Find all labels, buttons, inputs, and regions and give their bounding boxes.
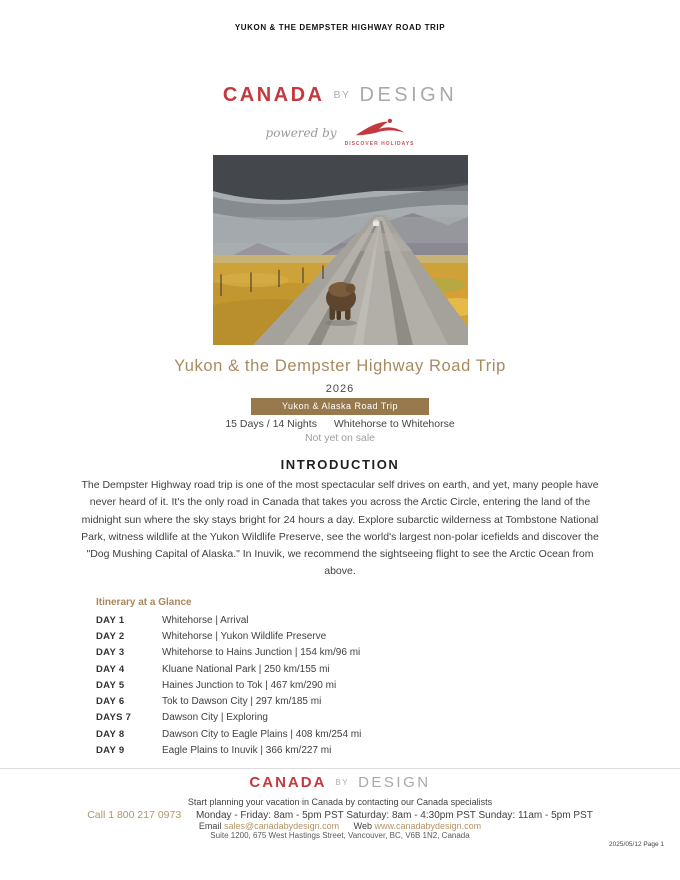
email-link[interactable]: sales@canadabydesign.com (223, 821, 340, 831)
email-label: Email (198, 821, 222, 831)
trip-duration: 15 Days / 14 Nights (225, 418, 317, 430)
hero-photo-bear-on-dempster-highway (213, 155, 468, 345)
footer-contact-line (0, 821, 680, 831)
logo-word-canada: CANADA (222, 84, 325, 106)
logo-word-by: BY (335, 778, 350, 787)
day-label: DAY 4 (96, 663, 125, 675)
itinerary-row (96, 612, 361, 628)
trip-meta (0, 418, 680, 430)
day-description: Whitehorse to Hains Junction | 154 km/96 mi (162, 647, 361, 659)
day-label: DAY 6 (96, 696, 125, 708)
itinerary-row (96, 726, 361, 742)
trip-title: Yukon & the Dempster Highway Road Trip (174, 357, 506, 375)
badge-row (0, 396, 680, 415)
powered-by-block (0, 118, 680, 147)
logo-word-by: BY (333, 89, 351, 101)
trip-category-badge: Yukon & Alaska Road Trip (251, 398, 429, 415)
itinerary-table (96, 612, 361, 759)
trip-route: Whitehorse to Whitehorse (333, 418, 455, 430)
document-header-title: YUKON & THE DEMPSTER HIGHWAY ROAD TRIP (234, 23, 446, 32)
trip-year: 2026 (325, 383, 355, 395)
logo-word-canada: CANADA (249, 774, 327, 791)
footer-canada-by-design-logo (0, 774, 680, 791)
day-label: DAY 3 (96, 647, 125, 659)
day-description: Haines Junction to Tok | 467 km/290 mi (162, 679, 337, 691)
day-label: DAY 9 (96, 745, 125, 757)
website-link[interactable]: www.canadabydesign.com (374, 821, 482, 831)
itinerary-row (96, 693, 361, 709)
footer-tagline: Start planning your vacation in Canada by contacting our Canada specialists (187, 797, 493, 807)
powered-by-label: powered by (265, 126, 337, 140)
logo-word-design: DESIGN (359, 84, 458, 106)
footer-call-line (0, 809, 680, 821)
page-info: 2025/05/12 Page 1 (609, 841, 664, 848)
logo-word-design: DESIGN (358, 774, 431, 791)
day-label: DAYS 7 (96, 712, 132, 724)
footer-address: Suite 1200, 675 West Hastings Street, Vancouver, BC, V6B 1N2, Canada (210, 831, 470, 840)
phone-number: Call 1 800 217 0973 (87, 809, 182, 821)
day-label: DAY 2 (96, 630, 125, 642)
footer-divider (0, 768, 680, 769)
introduction-heading: INTRODUCTION (280, 457, 400, 472)
day-description: Eagle Plains to Inuvik | 366 km/227 mi (162, 745, 332, 757)
discover-holidays-label: DISCOVER HOLIDAYS (344, 141, 415, 147)
day-description: Dawson City | Exploring (162, 712, 268, 724)
itinerary-row (96, 742, 361, 758)
day-label: DAY 5 (96, 679, 125, 691)
introduction-body: The Dempster Highway road trip is one of the most spectacular self drives on earth, and yet, many people have never heard of it. It's the only road in Canada that takes you across the Arctic Circle, entering the land of the midnight sun where the sky stays bright for 24 hours a day. Explore subarctic wilderness at Tombstone National Park, witness wildlife at the Yukon Wildlife Preserve, see the world's largest non-polar icefields and discover the "Dog Mushing Capital of Alaska." In Inuvik, we recommend the sightseeing flight to see the Arctic Ocean from above. (81, 479, 599, 578)
discover-holidays-swoosh-icon (353, 118, 407, 140)
itinerary-row (96, 628, 361, 644)
day-description: Whitehorse | Yukon Wildlife Preserve (162, 630, 327, 642)
day-label: DAY 8 (96, 728, 125, 740)
day-description: Kluane National Park | 250 km/155 mi (162, 663, 330, 675)
itinerary-row (96, 645, 361, 661)
day-description: Tok to Dawson City | 297 km/185 mi (162, 696, 322, 708)
day-label: DAY 1 (96, 614, 125, 626)
itinerary-row (96, 710, 361, 726)
canada-by-design-logo (0, 84, 680, 107)
sale-status: Not yet on sale (304, 432, 376, 444)
day-description: Dawson City to Eagle Plains | 408 km/254 mi (162, 728, 362, 740)
web-label: Web (353, 821, 372, 831)
office-hours: Monday - Friday: 8am - 5pm PST Saturday: 8am - 4:30pm PST Sunday: 11am - 5pm PST (195, 810, 593, 821)
itinerary-row (96, 677, 361, 693)
itinerary-heading: Itinerary at a Glance (96, 597, 192, 608)
itinerary-row (96, 661, 361, 677)
discover-holidays-logo (345, 118, 415, 147)
day-description: Whitehorse | Arrival (162, 614, 249, 626)
